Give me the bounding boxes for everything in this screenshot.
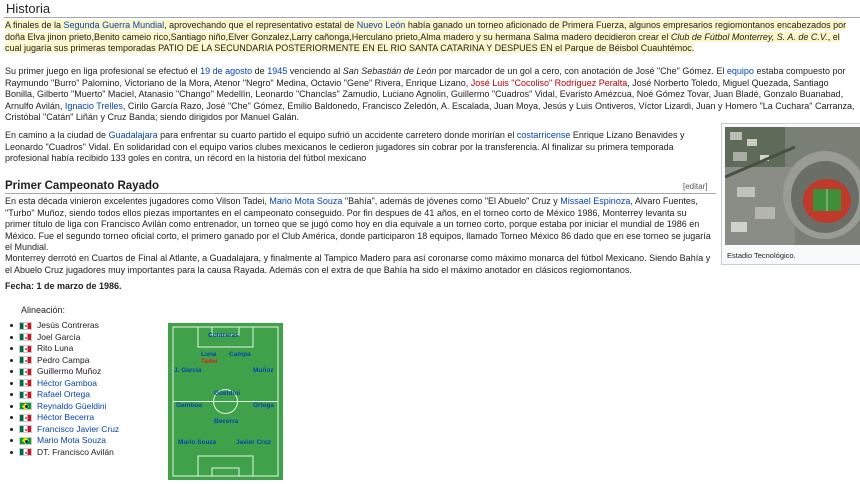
list-item bbox=[10, 401, 119, 413]
text: , Alvaro Fuentes, "Turbo" Muñoz, siendo todos ellos piezas importantes en el campeonato conseguido. Por fin despues de 41 años, en el torneo corto de México 1986, Monterrey levanta su primer título de liga con Francisco Avilán como entrenador, un torneo que se jugó como hoy en día equivale a un torneo corto, porque estaba por iniciar el mundial de 1986 en México. Fue el segundo torneo oficial corto, el primero ganado por el Club América, donde participaron 18 equipos, llamado Torneo México 86 dado que en ese torneo se jugaría el Mundial. bbox=[5, 196, 711, 252]
text: En camino a la ciudad de bbox=[5, 130, 109, 140]
formation-pitch bbox=[168, 323, 283, 480]
list-item bbox=[10, 412, 119, 424]
mexico-flag-icon bbox=[19, 356, 32, 364]
mexico-flag-icon bbox=[19, 425, 32, 433]
text: Enrique Lizano Benavides y Leonardo "Cuadros" Vidal. En solidaridad con el equipo varios clubes mexicanos le cedieron jugadores sin cobrar por la transferencia. Al finalizar su primera temporada profesional había recibido 133 goles en contra, un récord en la historia del fútbol mexicano bbox=[5, 130, 685, 163]
text: estaba compuesto por Raymundo "Burro" Palomino, Victoriano de la Mora, Atenor "Negro" Medina, Octavio "Gene" Rivera, Enrique Lizano, bbox=[5, 66, 846, 88]
bullet bbox=[10, 439, 13, 442]
player-link[interactable]: Francisco Javier Cruz bbox=[37, 423, 120, 434]
list-item bbox=[10, 435, 119, 447]
pitch-player-f1: Mario Souza bbox=[178, 439, 217, 446]
bullet bbox=[10, 370, 13, 373]
final-paragraph: Monterrey derrotó en Cuartos de Final al Atlante, a Guadalajara, y finalmente al Tampico Madero para así coronarse como máximo monarca del fútbol Mexicano. Siendo Bahía y el Abuelo Cruz jugadores muy importantes para la causa Rayada. Además con el extra de que Bahía ha sido el máximo anotador en clásicos regiomontanos. bbox=[5, 253, 711, 275]
pitch-player-rm: Ortega bbox=[253, 402, 274, 409]
image-caption: Estadio Tecnológico. bbox=[727, 251, 796, 260]
brazil-flag-icon bbox=[19, 402, 32, 410]
player-link[interactable]: Rafael Ortega bbox=[37, 389, 90, 399]
section-heading: Primer Campeonato Rayado bbox=[5, 180, 160, 192]
player-link[interactable]: Héctor Becerra bbox=[37, 412, 95, 422]
stadium-thumbnail[interactable] bbox=[721, 123, 860, 265]
player-name: Jesús Contreras bbox=[37, 320, 99, 330]
match-date: Fecha: 1 de marzo de 1986. bbox=[5, 281, 122, 291]
list-item bbox=[10, 424, 119, 436]
list-item bbox=[10, 389, 119, 401]
text: de bbox=[252, 66, 268, 76]
pitch-player-lm: Gamboa bbox=[176, 402, 203, 409]
bullet bbox=[10, 428, 13, 431]
link-ignacio-trelles[interactable]: Ignacio Trelles bbox=[64, 100, 123, 111]
section-title: Historia bbox=[6, 1, 51, 16]
link-segunda-guerra[interactable]: Segunda Guerra Mundial bbox=[63, 20, 165, 30]
intro-paragraph bbox=[5, 20, 856, 55]
bullet bbox=[10, 347, 13, 350]
first-game-paragraph bbox=[5, 66, 856, 124]
pitch-player-cb1: Luna bbox=[201, 351, 217, 358]
decade-paragraph bbox=[5, 196, 714, 254]
lineup-title: Alineación: bbox=[21, 305, 66, 315]
bullet bbox=[10, 324, 13, 327]
list-item bbox=[10, 366, 119, 378]
list-item bbox=[10, 378, 119, 390]
link-guadalajara[interactable]: Guadalajara bbox=[108, 130, 158, 140]
bullet bbox=[10, 336, 13, 339]
list-item bbox=[10, 355, 119, 367]
mexico-flag-icon bbox=[19, 368, 32, 376]
text: venciendo al bbox=[287, 66, 343, 76]
player-name: Guillermo Muñoz bbox=[37, 366, 102, 376]
link-19-agosto[interactable]: 19 de agosto bbox=[200, 66, 253, 76]
mexico-flag-icon bbox=[19, 379, 32, 387]
bullet bbox=[10, 359, 13, 362]
player-link[interactable]: Héctor Gamboa bbox=[37, 377, 97, 388]
pitch-player-cb2: Campa bbox=[229, 351, 251, 358]
text: había ganado un torneo aficionado de Primera Fuerza, algunos empresarios regiomontanos encabezados por doña Elva jinon prieto,Benito cameio rico,Santiago niño,Elver Gonzalez,Larry cañonga,Herculano prieto,Alma madero y su hermana Salma madero decidieron crear el bbox=[5, 20, 847, 42]
text: , Cirilo García Razo, José "Che" Gómez, Emilio Baldonedo, Francisco Zeledón, A. Escalada, Juan Moya, Jesús y Luis Ontiveros, Víctor Lizardi, Juan y Homero "La Cuchara" Carranza, Cristóbal "Catán" Liñán y Cruz Banda; siendo dirigidos por Manuel Galán. bbox=[5, 100, 855, 122]
pitch-player-sub: Tadei bbox=[201, 358, 218, 365]
text: "Bahía", además de jóvenes como "El Abuelo" Cruz y bbox=[342, 196, 561, 206]
list-item bbox=[10, 320, 119, 332]
link-mario-mota-souza[interactable]: Mario Mota Souza bbox=[269, 196, 343, 206]
text: , José Norberto Toledo, Miguel Quezada, Santiago Bonilla, Gilberto "Muerto" Maciel, Atanasio "Chango" Medellín, Leonardo "Chanclas" Zamudio, Luciano Agnolin, Guillermo "Cuadros" Vidal, Evaristo Amézcua, Noé Gómez Tovar, Juan Bladé, Gonzalo Buanabad, Arnulfo Avilán, bbox=[5, 77, 844, 111]
lineup-list bbox=[10, 320, 119, 458]
bullet bbox=[10, 393, 13, 396]
player-name: DT. Francisco Avilán bbox=[37, 446, 114, 457]
player-link[interactable]: Mario Mota Souza bbox=[37, 435, 106, 445]
mexico-flag-icon bbox=[19, 333, 32, 341]
mexico-flag-icon bbox=[19, 322, 32, 330]
stadium-image[interactable] bbox=[725, 127, 860, 245]
player-name: Pedro Campa bbox=[37, 354, 90, 365]
mexico-flag-icon bbox=[19, 448, 32, 456]
text: para enfrentar su cuarto partido el equipo sufrió un accidente carretero donde morirían el bbox=[157, 130, 517, 140]
pitch-player-cm: Güeldini bbox=[214, 390, 240, 397]
bullet bbox=[10, 451, 13, 454]
list-item bbox=[10, 447, 119, 459]
link-1945[interactable]: 1945 bbox=[267, 66, 288, 76]
text: En esta década vinieron excelentes jugadores como Vilson Tadei, bbox=[5, 196, 270, 206]
bullet bbox=[10, 416, 13, 419]
accident-paragraph bbox=[5, 130, 714, 165]
text: por marcador de un gol a cero, con anotación de José "Che" Gómez. El bbox=[436, 66, 727, 76]
list-item bbox=[10, 343, 119, 355]
player-name: Joel García bbox=[37, 331, 81, 342]
link-costarricense[interactable]: costarricense bbox=[516, 130, 571, 140]
bullet bbox=[10, 382, 13, 385]
mexico-flag-icon bbox=[19, 391, 32, 399]
link-equipo[interactable]: equipo bbox=[726, 66, 754, 76]
pitch-player-gk: Contreras bbox=[208, 332, 239, 339]
player-name: Rito Luna bbox=[37, 343, 74, 353]
brazil-flag-icon bbox=[19, 437, 32, 445]
list-item bbox=[10, 332, 119, 344]
link-nuevo-leon[interactable]: Nuevo León bbox=[356, 20, 406, 30]
pitch-player-rb: Muñoz bbox=[253, 367, 274, 374]
pitch-player-lb: J. García bbox=[174, 367, 202, 374]
bullet bbox=[10, 405, 13, 408]
club-name: Club de Fútbol Monterrey, S. A. de C.V. bbox=[670, 31, 828, 42]
title-divider bbox=[4, 17, 860, 18]
mexico-flag-icon bbox=[19, 414, 32, 422]
pitch-player-f2: Javier Cruz bbox=[236, 439, 272, 446]
player-link[interactable]: Reynaldo Güeldini bbox=[37, 400, 107, 411]
text: , aprovechando que el representativo estatal de bbox=[164, 20, 357, 30]
link-missael-espinoza[interactable]: Missael Espinoza bbox=[560, 196, 631, 206]
heading-divider bbox=[5, 193, 716, 194]
text: , el cual jugaría sus primeras temporadas PATIO DE LA SECUNDARIA POSTERIORMENTE EN EL RIO SANTA CATARINA Y DESPUES EN el Parque de Béisbol Cuauhtémoc. bbox=[5, 31, 840, 53]
redlink-cocoliso[interactable]: José Luis "Cocoliso" Rodríguez Peralta bbox=[470, 77, 628, 88]
edit-section-link[interactable]: [editar] bbox=[683, 182, 708, 191]
text: A finales de la bbox=[5, 20, 64, 30]
opponent-name: San Sebastián de León bbox=[342, 66, 437, 76]
text: Su primer juego en liga profesional se efectuó el bbox=[5, 66, 201, 76]
pitch-player-am: Becerra bbox=[214, 418, 239, 425]
mexico-flag-icon bbox=[19, 345, 32, 353]
